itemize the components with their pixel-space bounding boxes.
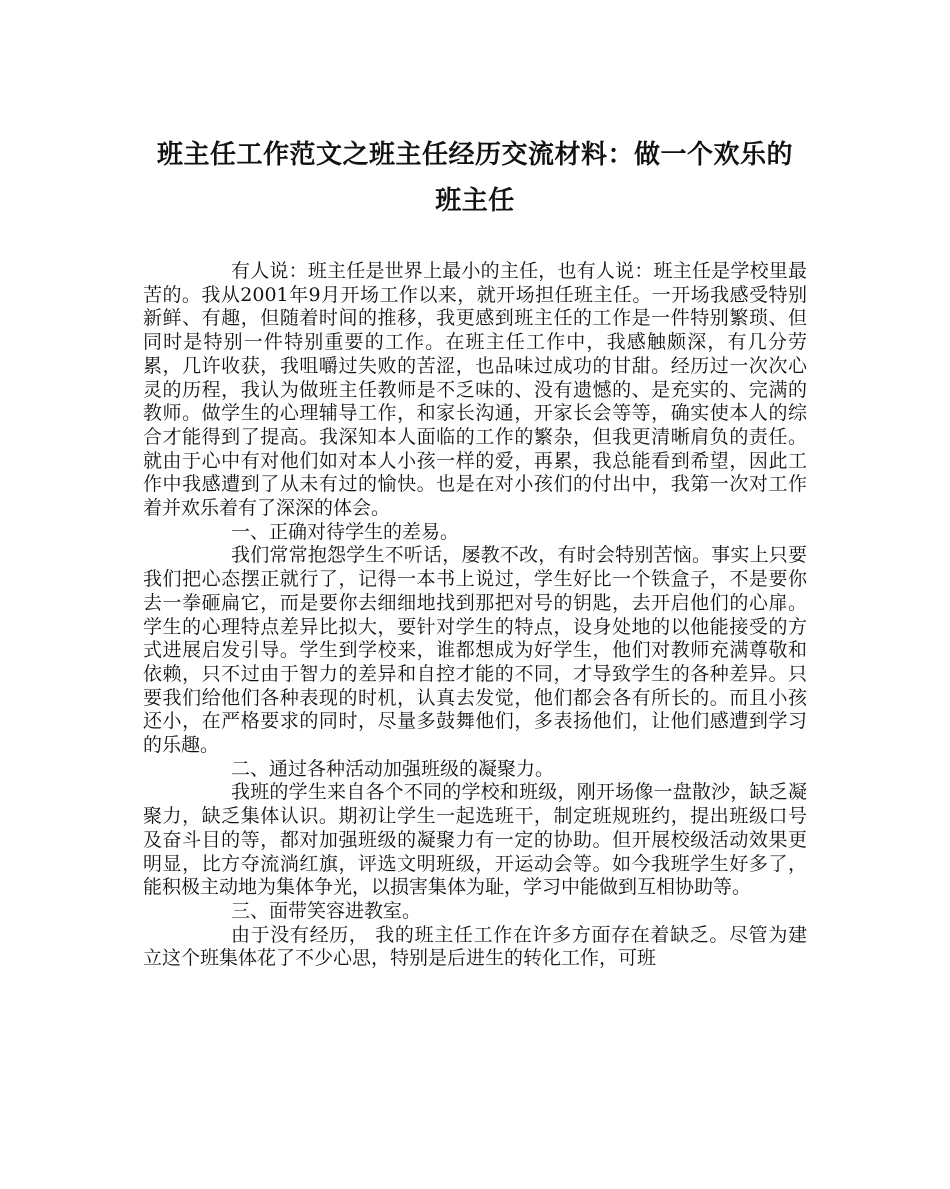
title-line-2: 班主任 (435, 186, 515, 216)
paragraph-section-3: 由于没有经历， 我的班主任工作在许多方面存在着缺乏。尽管为建立这个班集体花了不少心思，特别是后进生的转化工作，可班 (143, 923, 807, 970)
paragraph-intro: 有人说：班主任是世界上最小的主任，也有人说：班主任是学校里最苦的。我从2001年9月开场工作以来，就开场担任班主任。一开场我感受特别新鲜、有趣，但随着时间的推移，我更感到班主任的工作是一件特别繁琐、但同时是特别一件特别重要的工作。在班主任工作中，我感触颇深，有几分劳累，几许收获，我咀嚼过失败的苦涩，也品味过成功的甘甜。经历过一次次心灵的历程，我认为做班主任教师是不乏味的、没有遗憾的、是充实的、完满的教师。做学生的心理辅导工作，和家长沟通，开家长会等等，确实使本人的综合才能得到了提高。我深知本人面临的工作的繁杂，但我更清晰肩负的责任。就由于心中有对他们如对本人小孩一样的爱，再累，我总能看到希望，因此工作中我感遭到了从未有过的愉快。也是在对小孩们的付出中，我第一次对工作着并欢乐着有了深深的体会。 (143, 260, 807, 520)
document-title (143, 132, 807, 224)
title-line-1: 班主任工作范文之班主任经历交流材料：做一个欢乐的 (156, 140, 793, 170)
paragraph-section-1: 我们常常抱怨学生不听话，屡教不改，有时会特别苦恼。事实上只要我们把心态摆正就行了，记得一本书上说过，学生好比一个铁盒子，不是要你去一拳砸扁它，而是要你去细细地找到那把对号的钥匙，去开启他们的心扉。学生的心理特点差异比拟大，要针对学生的特点，设身处地的以他能接受的方式进展启发引导。学生到学校来，谁都想成为好学生，他们对教师充满尊敬和依赖，只不过由于智力的差异和自控才能的不同，才导致学生的各种差异。只要我们给他们各种表现的时机，认真去发觉，他们都会各有所长的。而且小孩还小，在严格要求的同时，尽量多鼓舞他们，多表扬他们，让他们感遭到学习的乐趣。 (143, 544, 807, 757)
document-body (143, 260, 807, 971)
section-heading-1: 一、正确对待学生的差易。 (231, 520, 460, 543)
paragraph-section-2: 我班的学生来自各个不同的学校和班级，刚开场像一盘散沙，缺乏凝聚力，缺乏集体认识。期初让学生一起选班干，制定班规班约，提出班级口号及奋斗目的等，都对加强班级的凝聚力有一定的协助。但开展校级活动效果更明显，比方夺流淌红旗，评选文明班级，开运动会等。如今我班学生好多了，能积极主动地为集体争光，以损害集体为耻，学习中能做到互相协助等。 (143, 781, 807, 899)
section-heading-3: 三、面带笑容进教室。 (231, 899, 422, 922)
section-heading-2: 二、通过各种活动加强班级的凝聚力。 (231, 757, 555, 780)
